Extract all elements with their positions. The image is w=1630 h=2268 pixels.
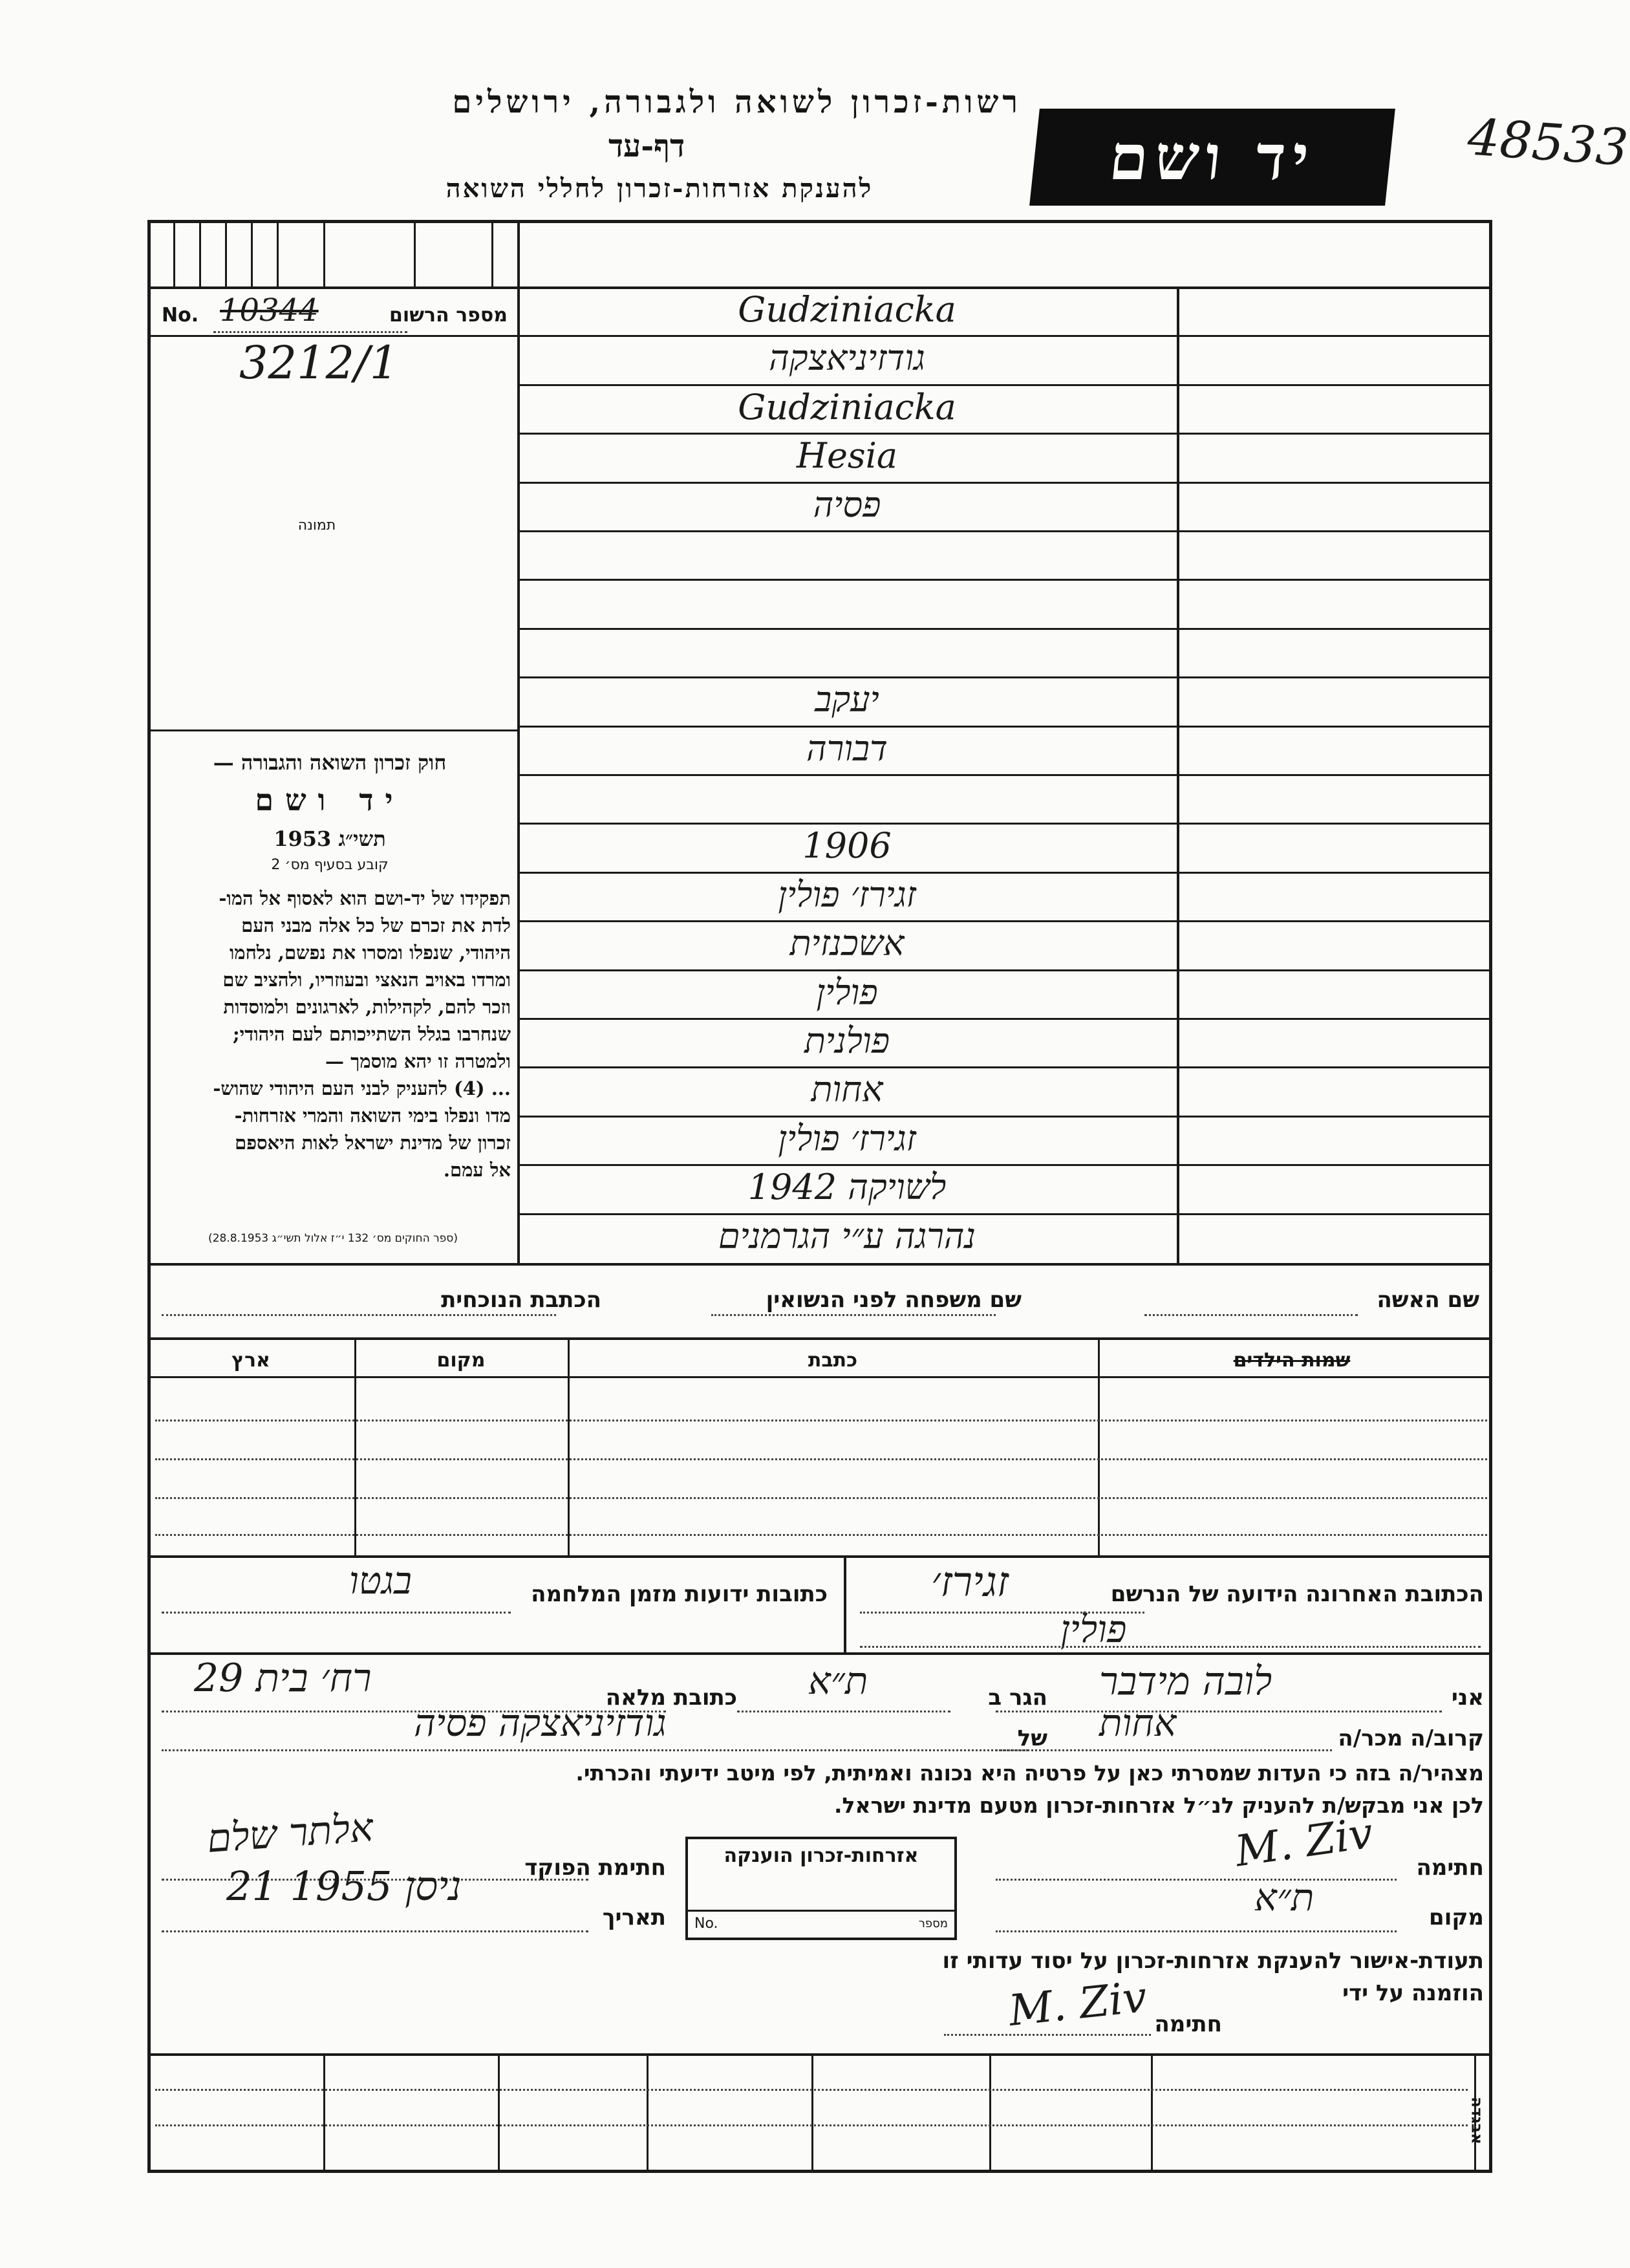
children-col-header: שמות הילדים <box>1233 1349 1351 1372</box>
date-label: תאריך <box>602 1905 666 1930</box>
full-address-label: כתובת מלאה <box>605 1685 737 1711</box>
handwritten-file-number: 48533 <box>1466 108 1630 178</box>
field-value: 1906 <box>802 825 892 867</box>
law-clause: קובע בסעיף מס׳ 2 <box>271 857 389 873</box>
address-col-header: כתבת <box>808 1349 858 1372</box>
field-value: זגירז׳ פולין <box>778 874 916 915</box>
field-value: Gudziniacka <box>738 289 956 330</box>
wife-name-label: שם האשה <box>1377 1287 1479 1313</box>
resides-label: הגר ב <box>988 1685 1047 1711</box>
signature-label: חתימה <box>1416 1855 1484 1881</box>
field-value: פולין <box>816 971 878 1013</box>
of-label: של <box>1017 1725 1047 1751</box>
resides-value: ת״א <box>808 1659 868 1703</box>
last-address-value-2: פולין <box>1060 1607 1127 1651</box>
statement-line-2: לכן אני מבקש/ת להעניק לנ״ל אזרחות-זכרון מטעם מדינת ישראל. <box>833 1793 1484 1818</box>
citizenship-box-title: אזרחות-זכרון הוענקה <box>724 1844 919 1867</box>
field-value: זגירז׳ פולין <box>778 1118 916 1159</box>
citizenship-box-no: No. <box>694 1916 718 1932</box>
law-text-line: וזכר להם, לקהילות, לארגונים ולמוסדות <box>223 996 511 1018</box>
law-text-line: לדת את זכרם של כל אלה מבני העם <box>241 914 511 936</box>
citizenship-box-number-row <box>688 1910 954 1938</box>
law-text-line: שנחרבו בגלל השתייכותם לעם היהודי; <box>232 1023 511 1045</box>
law-text <box>154 885 511 1183</box>
place-col-header: מקום <box>436 1349 486 1372</box>
certificate-line-1: תעודת-אישור להענקת אזרחות-זכרון על יסוד עדותי זו <box>942 1948 1484 1974</box>
logo-text: יד ושם <box>1106 120 1319 194</box>
field-value: גודזיניאצקה <box>769 338 925 379</box>
law-text-line: היהודי, שנפלו ומסרו את נפשם, נלחמו <box>229 942 511 964</box>
form-title: דף-עד <box>608 128 685 164</box>
relation-value: אחות <box>1099 1701 1177 1745</box>
registration-number-struck: 10344 <box>220 292 319 329</box>
law-text-line: תפקידו של יד-ושם הוא לאסוף אל המו- <box>219 887 511 909</box>
law-text-line: זכרון של מדינת ישראל לאות היאספם <box>235 1132 511 1154</box>
field-value: Gudziniacka <box>738 386 956 427</box>
last-address-value-1: זגירז׳ <box>931 1559 1009 1606</box>
current-address-label: הכתבת הנוכחית <box>441 1287 601 1313</box>
children-table <box>147 1337 1492 1557</box>
war-address-value: בגטו <box>349 1559 412 1603</box>
field-value: דבורה <box>806 728 888 769</box>
last-address-label: הכתובת האחרונה הידועה של הנרשם <box>1110 1581 1484 1607</box>
form-subtitle: להענקת אזרחות-זכרון לחללי השואה <box>445 173 874 204</box>
org-line: רשות-זכרון לשואה ולגבורה, ירושלים <box>452 84 1022 120</box>
citizenship-box-num-label: מספר <box>918 1917 948 1930</box>
field-value: פסיה <box>813 484 881 525</box>
law-text-line: ומרדו באויב הנאצי ובעוזריו, ולהציב שם <box>222 969 511 991</box>
law-text-line: ולמטרה זו יהא מוסמך — <box>325 1050 511 1072</box>
officer-signature-label: חתימת הפוקד <box>524 1855 666 1881</box>
law-text-line: ... (4) להעניק לבני העם היהודי שהוש- <box>213 1077 511 1099</box>
no-prefix: No. <box>162 304 199 327</box>
law-name: יד ושם <box>255 783 405 817</box>
law-reference: (ספר החוקים מס׳ 132 י״ז אלול תשי״ג 28.8.1953) <box>208 1232 458 1245</box>
date-value: 21 ניסן 1955 <box>226 1863 462 1910</box>
registration-number <box>155 292 514 336</box>
of-value: גודזיניאצקה פסיה <box>414 1701 667 1745</box>
full-address-value: רח׳ בית 29 <box>194 1656 372 1701</box>
maiden-name-label: שם משפחה לפני הנשואין <box>766 1287 1022 1313</box>
country-col-header: ארץ <box>231 1349 270 1372</box>
field-value: נהרגה ע״י הגרמנים <box>718 1215 976 1257</box>
field-value: Hesia <box>796 435 898 477</box>
photo-label: תמונה <box>297 517 336 534</box>
certificate-line-2: הוזמנה על ידי <box>1342 1980 1484 2006</box>
field-value: 1942 לשויקה <box>747 1167 947 1208</box>
place-value: ת״א <box>1254 1875 1314 1919</box>
declarant-i-label: אני <box>1451 1685 1484 1711</box>
field-value: אחות <box>811 1069 883 1110</box>
field-value: יעקב <box>815 679 879 720</box>
place-label: מקום <box>1429 1905 1484 1930</box>
statement-line-1: מצהיר/ה בזה כי העדות שמסרתי כאן על פרטיה היא נכונה ואמיתית, לפי מיטב ידיעתי והכרתי. <box>575 1760 1484 1786</box>
relation-label: קרוב/ה מכר/ה <box>1338 1725 1484 1751</box>
registration-number-label: מספר הרשום <box>389 304 508 327</box>
field-value: אשכנזית <box>789 923 905 964</box>
officer-signature: אלתר שלם <box>205 1805 375 1862</box>
law-text-line: אל עמם. <box>443 1159 511 1181</box>
field-value: פולנית <box>804 1021 890 1061</box>
yad-vashem-logo <box>1029 109 1395 206</box>
registration-number-handwritten: 3212/1 <box>239 336 399 389</box>
footer-side-code: אבגדה <box>1468 2097 1486 2144</box>
declarant-name: לובה מידבר <box>1099 1659 1272 1704</box>
law-text-line: מדו ונפלו בימי השואה והמרי אזרחות- <box>234 1105 511 1127</box>
certificate-signature-label: חתימה <box>1154 2011 1222 2037</box>
certificate-signature: M. Ziv <box>1006 1972 1150 2036</box>
law-year: תשי״ג 1953 <box>273 826 386 851</box>
law-title: חוק זכרון השואה והגבורה — <box>213 750 447 775</box>
citizenship-granted-box <box>685 1837 957 1940</box>
declarant-signature: M. Ziv <box>1232 1808 1377 1877</box>
war-address-label: כתובות ידועות מזמן המלחמה <box>531 1581 828 1607</box>
